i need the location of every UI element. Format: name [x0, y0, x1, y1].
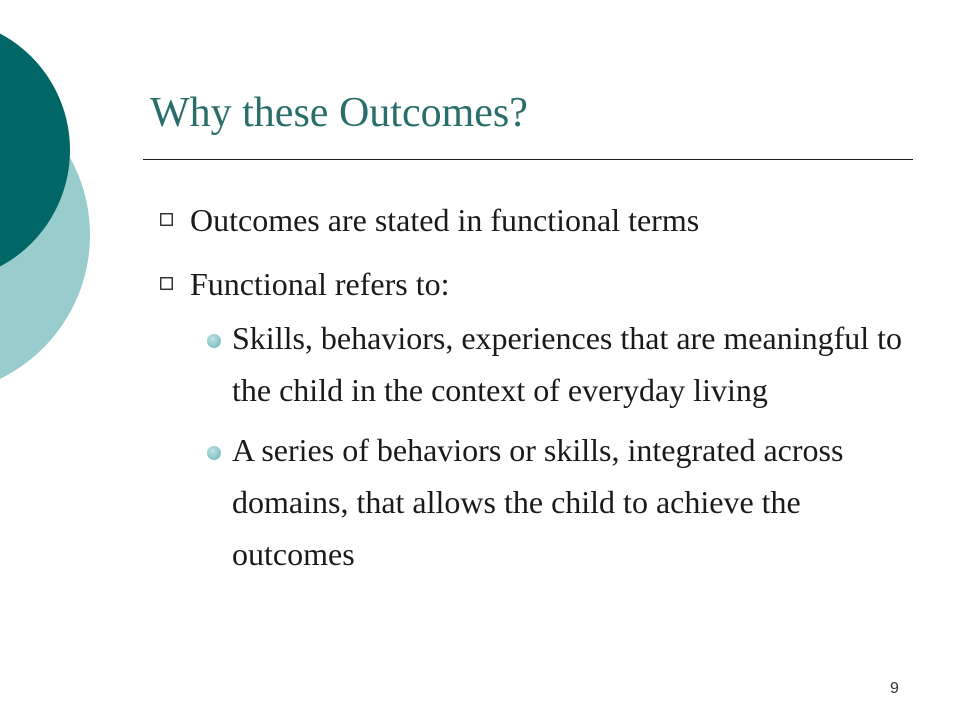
title-divider: [143, 159, 913, 160]
hollow-square-bullet-icon: [160, 213, 173, 226]
bullet-item: [160, 264, 920, 304]
filled-circle-bullet-icon: [207, 334, 221, 348]
hollow-square-bullet-icon: [160, 277, 173, 290]
slide-title: Why these Outcomes?: [150, 90, 528, 136]
sub-bullet-item: [232, 424, 922, 580]
page-number: 9: [890, 680, 899, 697]
bullet-item: [160, 200, 920, 240]
decorative-circles: [0, 0, 120, 400]
bullet-text: Outcomes are stated in functional terms: [190, 202, 700, 238]
bullet-text: Functional refers to:: [190, 266, 450, 302]
filled-circle-bullet-icon: [207, 446, 221, 460]
sub-bullet-item: [232, 312, 922, 416]
sub-bullet-text: Skills, behaviors, experiences that are meaningful to the child in the context of everyday living: [232, 320, 903, 408]
sub-bullet-text: A series of behaviors or skills, integrated across domains, that allows the child to achieve the outcomes: [232, 432, 844, 572]
bullet-list: [160, 200, 920, 588]
